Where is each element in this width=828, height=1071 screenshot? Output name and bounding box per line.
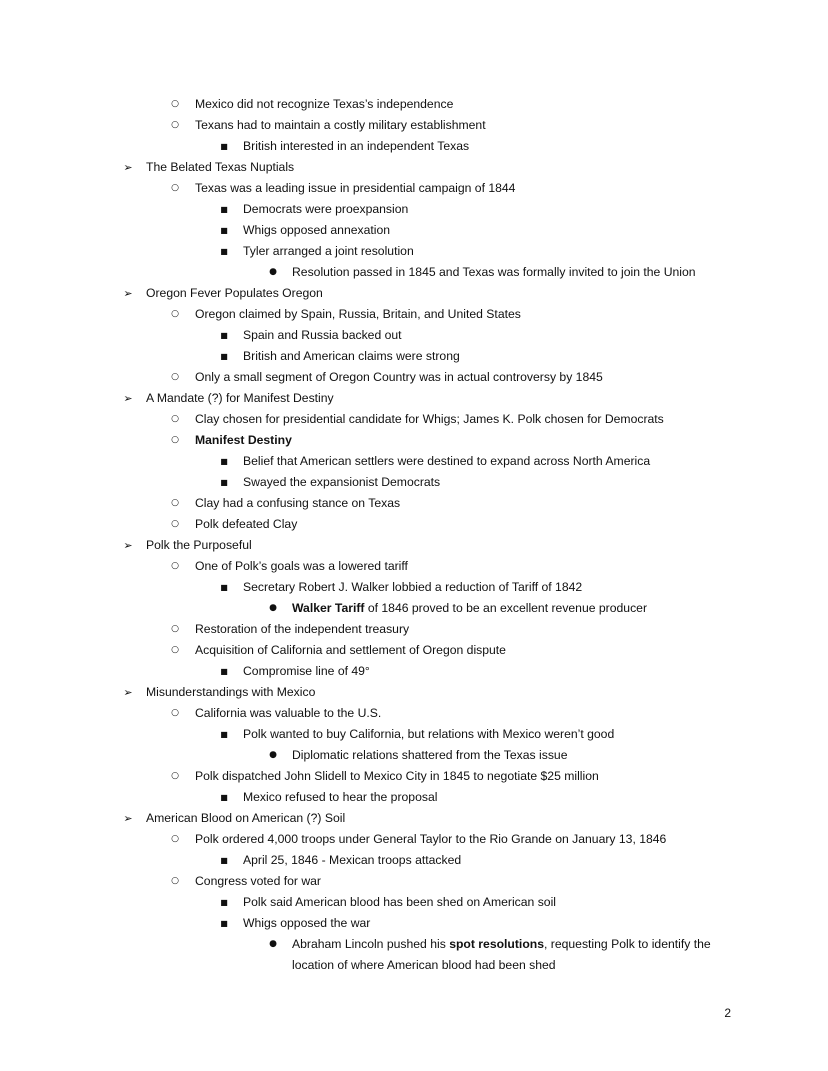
hollow-circle-bullet-icon: ○ [171,414,179,424]
item-text [195,493,400,514]
square-bullet-icon: ■ [220,331,228,340]
text-run: Whigs opposed annexation [243,223,391,237]
item-text [195,430,292,451]
text-run: , requesting Polk to identify the [544,937,711,951]
bold-term: spot resolutions [449,937,544,951]
hollow-circle-bullet-icon: ○ [171,645,179,655]
item-text [195,703,381,724]
text-run: Congress voted for war [195,874,321,888]
item-text [195,94,453,115]
item-text [243,346,460,367]
item-text [146,535,252,556]
item-text [195,829,666,850]
item-text [195,367,603,388]
arrow-bullet-icon: ➢ [123,539,133,552]
hollow-circle-bullet-icon: ○ [171,624,179,634]
item-text [146,682,315,703]
item-text [292,262,696,283]
filled-circle-bullet-icon: ● [269,750,277,760]
hollow-circle-bullet-icon: ○ [171,834,179,844]
text-run: California was valuable to the U.S. [195,706,382,720]
item-text [195,409,664,430]
item-text [243,220,390,241]
item-text [195,871,321,892]
text-run: Texans had to maintain a costly military establishment [195,118,486,132]
text-run: Oregon claimed by Spain, Russia, Britain, and United States [195,307,521,321]
text-run: Diplomatic relations shattered from the Texas issue [292,748,568,762]
bold-term: Walker Tariff [292,601,365,615]
item-text [292,934,711,955]
text-run: Resolution passed in 1845 and Texas was formally invited to join the Union [292,265,696,279]
item-text [243,850,461,871]
text-run: Mexico did not recognize Texas’s independence [195,97,454,111]
item-text [243,325,402,346]
text-run: Acquisition of California and settlement of Oregon dispute [195,643,506,657]
square-bullet-icon: ■ [220,856,228,865]
text-run: Abraham Lincoln pushed his [292,937,450,951]
text-run: Restoration of the independent treasury [195,622,410,636]
text-run: Clay had a confusing stance on Texas [195,496,401,510]
item-text [146,283,323,304]
hollow-circle-bullet-icon: ○ [171,309,179,319]
hollow-circle-bullet-icon: ○ [171,561,179,571]
item-text [243,787,437,808]
text-run: Whigs opposed the war [243,916,371,930]
text-run: The Belated Texas Nuptials [146,160,295,174]
filled-circle-bullet-icon: ● [269,267,277,277]
item-text [243,199,408,220]
hollow-circle-bullet-icon: ○ [171,876,179,886]
item-text [195,514,297,535]
square-bullet-icon: ■ [220,226,228,235]
square-bullet-icon: ■ [220,247,228,256]
arrow-bullet-icon: ➢ [123,392,133,405]
square-bullet-icon: ■ [220,583,228,592]
item-text [146,157,294,178]
text-run: A Mandate (?) for Manifest Destiny [146,391,334,405]
text-run: Clay chosen for presidential candidate for Whigs; James K. Polk chosen for Democrats [195,412,664,426]
text-run: location of where American blood had been shed [292,958,556,972]
text-run: Compromise line of 49° [243,664,370,678]
item-text [243,724,614,745]
text-run: British interested in an independent Texas [243,139,470,153]
page-number: 2 [724,1006,731,1020]
text-run: Democrats were proexpansion [243,202,409,216]
item-text [292,745,567,766]
text-run: Spain and Russia backed out [243,328,402,342]
hollow-circle-bullet-icon: ○ [171,183,179,193]
item-text [195,556,408,577]
item-text [146,388,334,409]
item-text [195,766,599,787]
text-run: Polk dispatched John Slidell to Mexico City in 1845 to negotiate $25 million [195,769,599,783]
hollow-circle-bullet-icon: ○ [171,519,179,529]
text-run: Only a small segment of Oregon Country was in actual controversy by 1845 [195,370,603,384]
text-run: Polk ordered 4,000 troops under General Taylor to the Rio Grande on January 13, 1846 [195,832,667,846]
square-bullet-icon: ■ [220,793,228,802]
text-run: Misunderstandings with Mexico [146,685,316,699]
item-text [243,136,469,157]
square-bullet-icon: ■ [220,352,228,361]
item-text [195,178,515,199]
hollow-circle-bullet-icon: ○ [171,708,179,718]
text-run: of 1846 proved to be an excellent revenue producer [364,601,648,615]
text-run: Polk the Purposeful [146,538,252,552]
square-bullet-icon: ■ [220,898,228,907]
item-text [243,892,556,913]
text-run: Polk wanted to buy California, but relations with Mexico weren’t good [243,727,615,741]
item-text [195,115,486,136]
text-run: American Blood on American (?) Soil [146,811,346,825]
hollow-circle-bullet-icon: ○ [171,498,179,508]
arrow-bullet-icon: ➢ [123,812,133,825]
hollow-circle-bullet-icon: ○ [171,99,179,109]
square-bullet-icon: ■ [220,457,228,466]
item-text [243,451,650,472]
filled-circle-bullet-icon: ● [269,939,277,949]
text-run: Tyler arranged a joint resolution [243,244,414,258]
text-run: Polk said American blood has been shed on American soil [243,895,556,909]
hollow-circle-bullet-icon: ○ [171,120,179,130]
item-text [292,598,647,619]
item-text [195,640,506,661]
arrow-bullet-icon: ➢ [123,686,133,699]
item-text [292,955,556,976]
text-run: Oregon Fever Populates Oregon [146,286,323,300]
square-bullet-icon: ■ [220,730,228,739]
item-text [243,913,370,934]
text-run: Secretary Robert J. Walker lobbied a reduction of Tariff of 1842 [243,580,583,594]
item-text [243,577,582,598]
text-run: Texas was a leading issue in presidential campaign of 1844 [195,181,516,195]
item-text [243,241,414,262]
text-run: Polk defeated Clay [195,517,298,531]
item-text [243,661,370,682]
text-run: One of Polk’s goals was a lowered tariff [195,559,408,573]
text-run: Belief that American settlers were destined to expand across North America [243,454,651,468]
hollow-circle-bullet-icon: ○ [171,435,179,445]
item-text [146,808,345,829]
text-run: British and American claims were strong [243,349,460,363]
arrow-bullet-icon: ➢ [123,287,133,300]
square-bullet-icon: ■ [220,142,228,151]
square-bullet-icon: ■ [220,478,228,487]
square-bullet-icon: ■ [220,667,228,676]
filled-circle-bullet-icon: ● [269,603,277,613]
hollow-circle-bullet-icon: ○ [171,771,179,781]
item-text [243,472,440,493]
text-run: Swayed the expansionist Democrats [243,475,441,489]
item-text [195,619,409,640]
arrow-bullet-icon: ➢ [123,161,133,174]
text-run: Mexico refused to hear the proposal [243,790,438,804]
square-bullet-icon: ■ [220,205,228,214]
bold-term: Manifest Destiny [195,433,292,447]
square-bullet-icon: ■ [220,919,228,928]
hollow-circle-bullet-icon: ○ [171,372,179,382]
text-run: April 25, 1846 - Mexican troops attacked [243,853,462,867]
item-text [195,304,521,325]
